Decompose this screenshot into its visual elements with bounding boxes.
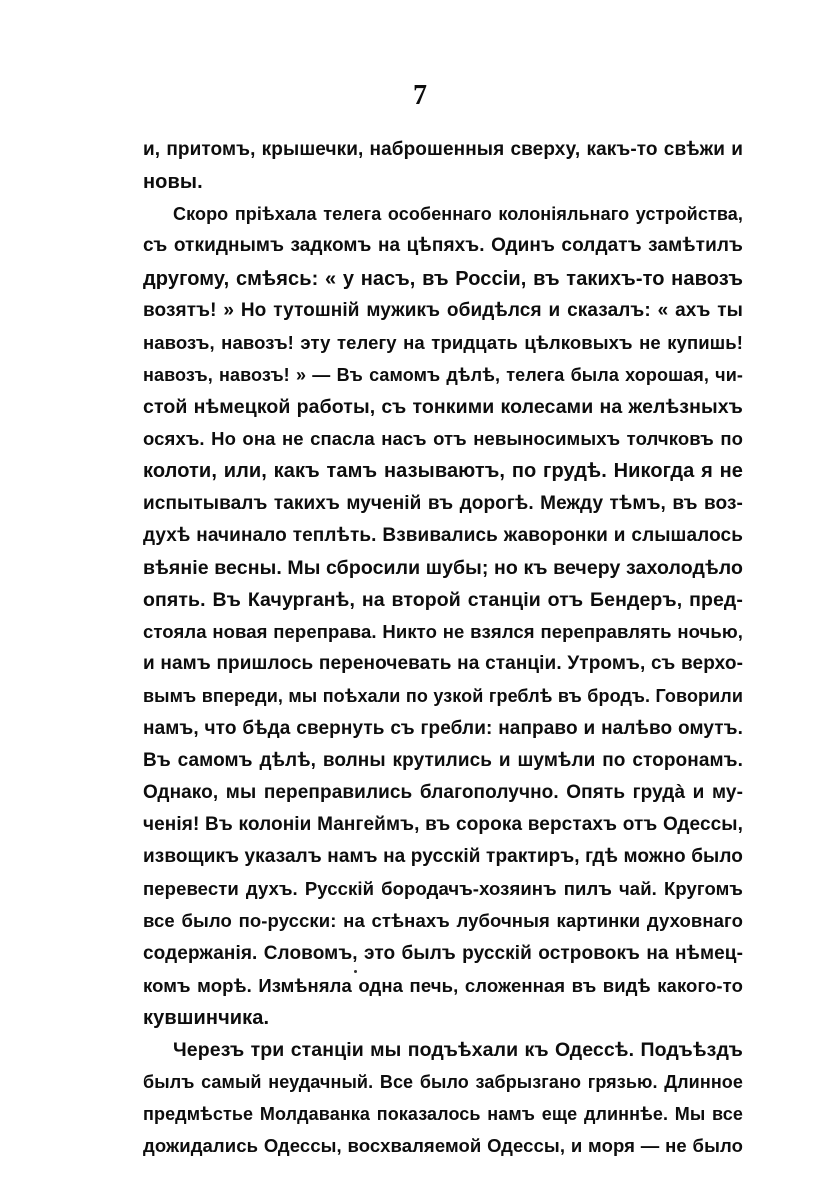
text-line: испытывалъ такихъ мученій въ дорогѣ. Между тѣмъ, въ воз- [143,492,743,514]
text-line: осяхъ. Но она не спасла насъ отъ невыносимыхъ толчковъ по [143,428,743,450]
text-line: извощикъ указалъ намъ на русскій трактиръ, гдѣ можно было [143,846,743,868]
text-line: Въ самомъ дѣлѣ, волны крутились и шумѣли по сторонамъ. [143,749,743,771]
text-line: перевести духъ. Русскій бородачъ-хозяинъ пилъ чай. Кругомъ [143,878,743,900]
text-line: дожидались Одессы, восхваляемой Одессы, и моря — не было [143,1135,743,1157]
text-line: навозъ, навозъ! » — Въ самомъ дѣлѣ, телега была хорошая, чи- [143,364,743,385]
text-line: и, притомъ, крышечки, наброшенныя сверху, какъ-то свѣжи и [143,139,743,160]
text-line: съ откиднымъ задкомъ на цѣпяхъ. Одинъ солдатъ замѣтилъ [143,235,743,257]
text-line: былъ самый неудачный. Все было забрызгано грязью. Длинное [143,1072,743,1093]
text-line: вымъ впереди, мы поѣхали по узкой греблѣ въ бродъ. Говорили [143,686,743,707]
text-line: кувшинчика. [143,1006,270,1029]
text-line: возятъ! » Но тутошній мужикъ обидѣлся и сказалъ: « ахъ ты [143,299,743,321]
text-line: новы. [143,171,203,194]
page-number: 7 [413,80,427,111]
text-line: опять. Въ Качурганѣ, на второй станціи отъ Бендеръ, пред- [143,588,743,611]
text-line: духѣ начинало теплѣть. Взвивались жаворонки и слышалось [143,524,743,546]
text-line: колоти, или, какъ тамъ называютъ, по грудѣ. Никогда я не [143,460,743,483]
text-line: предмѣстье Молдаванка показалось намъ еще длиннѣе. Мы все [143,1104,743,1125]
paragraph-start-line: Черезъ три станціи мы подъѣхали къ Одессѣ. Подъѣздъ [173,1038,743,1061]
ink-dot [354,970,357,973]
paragraph-start-line: Скоро пріѣхала телега особеннаго колоніяльнаго устройства, [173,204,743,225]
text-line: ченія! Въ колоніи Мангеймъ, въ сорока верстахъ отъ Одессы, [143,813,743,835]
text-line: Однако, мы переправились благополучно. Опять грудà и му- [143,781,743,803]
text-line: навозъ, навозъ! эту телегу на тридцать цѣлковыхъ не купишь! [143,331,743,353]
text-line: другому, смѣясь: « у насъ, въ Россіи, въ такихъ-то навозъ [143,267,743,290]
text-line: содержанія. Словомъ, это былъ русскій островокъ на нѣмец- [143,942,743,964]
body-text [143,134,743,1163]
text-line: и намъ пришлось переночевать на станціи. Утромъ, съ верхо- [143,653,743,675]
text-line: вѣяніе весны. Мы сбросили шубы; но къ вечеру захолодѣло [143,556,743,579]
text-line: все было по-русски: на стѣнахъ лубочныя картинки духовнаго [143,910,743,932]
text-line: стояла новая переправа. Никто не взялся переправлять ночью, [143,621,743,643]
text-line: стой нѣмецкой работы, съ тонкими колесами на желѣзныхъ [143,396,743,419]
text-line: комъ морѣ. Измѣняла одна печь, сложенная въ видѣ какого-то [143,974,743,996]
text-line: намъ, что бѣда свернуть съ гребли: направо и налѣво омутъ. [143,717,743,739]
